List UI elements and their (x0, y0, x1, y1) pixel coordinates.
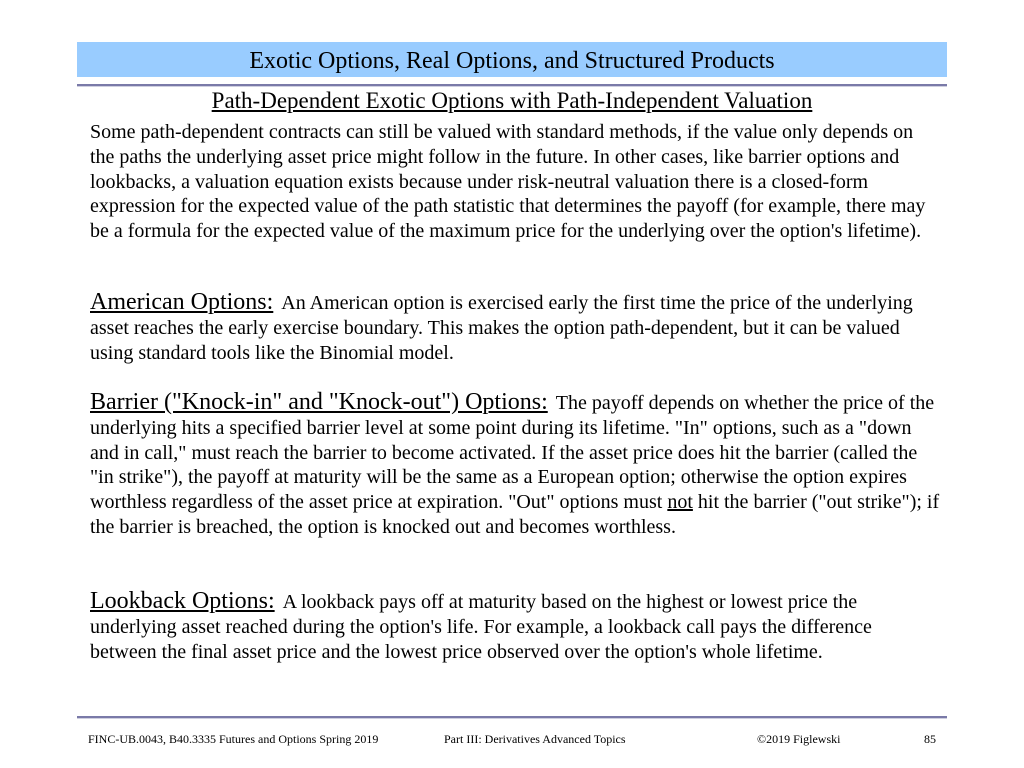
footer-part: Part III: Derivatives Advanced Topics (444, 732, 626, 746)
american-options-text: An American option is exercised early the first time the price of the underlying asset reaches the early exercise boundary. This makes the option path-dependent, but it can be valued using standard tools like the Binomial model. (90, 292, 913, 364)
header-title: Exotic Options, Real Options, and Structured Products (249, 48, 775, 74)
lookback-options-paragraph (90, 589, 940, 664)
footer-copyright: ©2019 Figlewski (757, 732, 841, 746)
top-divider (77, 84, 947, 86)
intro-paragraph (90, 120, 940, 244)
barrier-options-text-before: The payoff depends on whether the price of the underlying hits a specified barrier level at some point during its lifetime. "In" options, such as a "down and in call," must reach the barrier to become activated. If the asset price does hit the barrier (called the "in strike"), the payoff at maturity will be the same as a European option; otherwise the option expires worthless regardless of the asset price at expiration. "Out" options must (90, 392, 935, 514)
slide-title: Path-Dependent Exotic Options with Path-Independent Valuation (211, 88, 813, 113)
header-band (77, 42, 947, 77)
footer-course: FINC-UB.0043, B40.3335 Futures and Options Spring 2019 (88, 732, 379, 746)
lookback-options-text: A lookback pays off at maturity based on the highest or lowest price the underlying asset reached during the option's life. For example, a lookback call pays the difference between the final asset price and the lowest price observed over the option's whole lifetime. (90, 591, 872, 663)
bottom-divider (77, 716, 947, 718)
american-options-paragraph (90, 290, 940, 365)
barrier-options-emphasis: not (667, 491, 693, 514)
barrier-options-heading: Barrier ("Knock-in" and "Knock-out") Options: (90, 389, 548, 415)
lookback-options-heading: Lookback Options: (90, 588, 275, 614)
intro-text: Some path-dependent contracts can still be valued with standard methods, if the value only depends on the paths the underlying asset price might follow in the future. In other cases, like barrier options and lookbacks, a valuation equation exists because under risk-neutral valuation there is a closed-form expression for the expected value of the path statistic that determines the payoff (for example, there may be a formula for the expected value of the maximum price for the underlying over the option's lifetime). (90, 121, 926, 243)
barrier-options-paragraph (90, 390, 940, 540)
barrier-options-text-after: hit the barrier ("out strike"); if the barrier is breached, the option is knocked out and becomes worthless. (90, 491, 940, 538)
footer-page-number: 85 (924, 732, 936, 746)
american-options-heading: American Options: (90, 289, 274, 315)
